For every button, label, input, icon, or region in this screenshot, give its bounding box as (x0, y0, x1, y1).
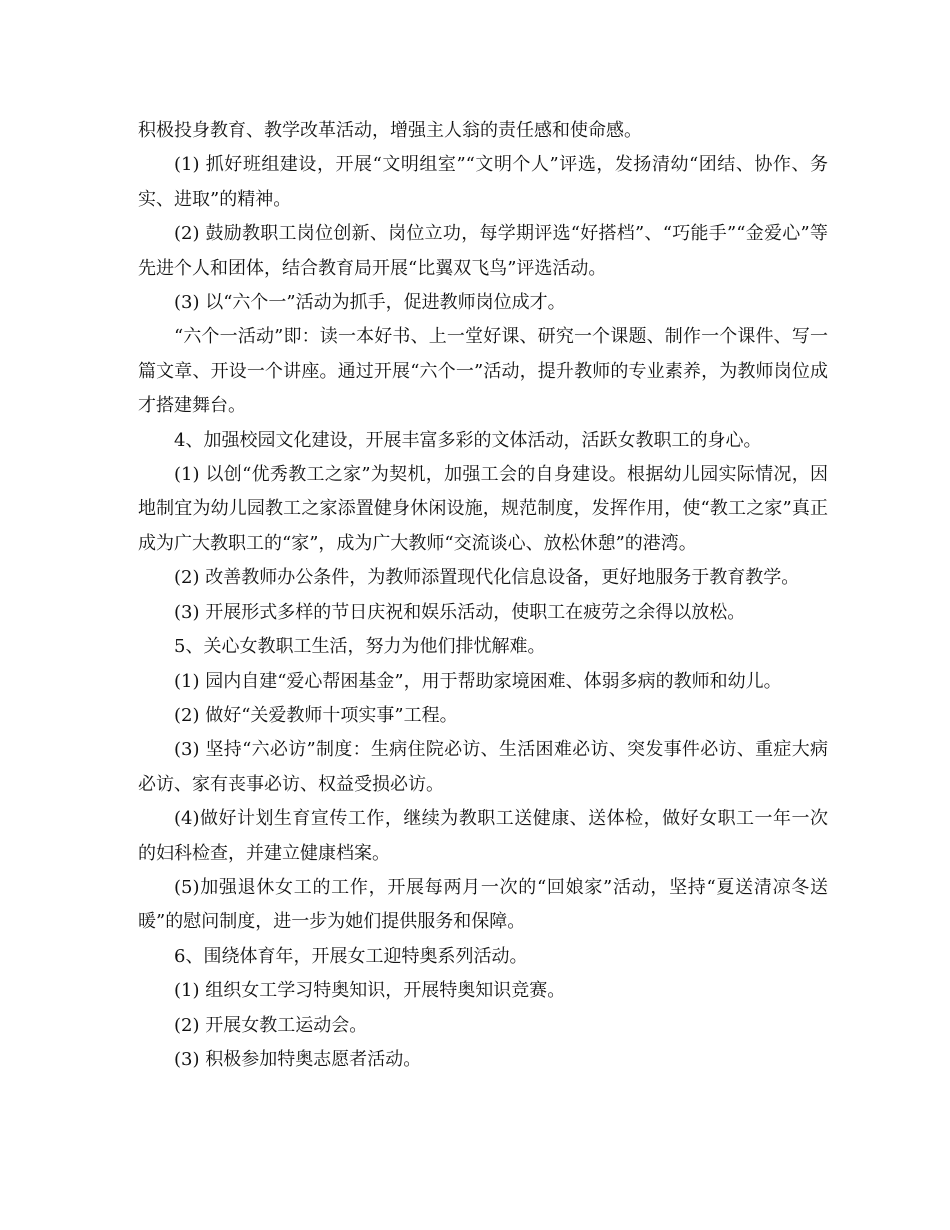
paragraph: (1) 园内自建“爱心帮困基金”，用于帮助家境困难、体弱多病的教师和幼儿。 (174, 670, 782, 692)
paragraph: 积极投身教育、教学改革活动，增强主人翁的责任感和使命感。 (138, 120, 642, 141)
section-heading: 5、关心女教职工生活，努力为他们排忧解难。 (174, 636, 546, 658)
paragraph: (4)做好计划生育宣传工作，继续为教职工送健康、送体检，做好女职工一年一次的妇科检查，并建立健康档案。 (138, 808, 828, 864)
paragraph: (3) 以“六个一”活动为抓手，促进教师岗位成才。 (174, 292, 566, 314)
paragraph: (2) 鼓励教职工岗位创新、岗位立功，每学期评选“好搭档”、“巧能手”“金爱心”等先进个人和团体，结合教育局开展“比翼双飞鸟”评选活动。 (138, 223, 828, 279)
paragraph: (1) 组织女工学习特奥知识，开展特奥知识竞赛。 (174, 980, 566, 1002)
section-heading: 6、围绕体育年，开展女工迎特奥系列活动。 (174, 945, 528, 967)
paragraph: (5)加强退休女工的工作，开展每两月一次的“回娘家”活动，坚持“夏送清凉冬送暖”的慰问制度，进一步为她们提供服务和保障。 (138, 876, 828, 933)
document-body (138, 114, 828, 1077)
paragraph: (3) 坚持“六必访”制度：生病住院必访、生活困难必访、突发事件必访、重症大病必访、家有丧事必访、权益受损必访。 (138, 739, 828, 795)
paragraph: (1) 以创“优秀教工之家”为契机，加强工会的自身建设。根据幼儿园实际情况，因地制宜为幼儿园教工之家添置健身休闲设施，规范制度，发挥作用，使“教工之家”真正成为广大教职工的“家”，成为广大教师“交流谈心、放松休憩”的港湾。 (138, 464, 828, 554)
paragraph: (2) 改善教师办公条件，为教师添置现代化信息设备，更好地服务于教育教学。 (174, 567, 800, 589)
paragraph: (3) 开展形式多样的节日庆祝和娱乐活动，使职工在疲劳之余得以放松。 (174, 601, 746, 623)
paragraph: (3) 积极参加特奥志愿者活动。 (174, 1048, 422, 1070)
paragraph: (1) 抓好班组建设，开展“文明组室”“文明个人”评选，发扬清幼“团结、协作、务实、进取”的精神。 (138, 154, 828, 210)
paragraph: (2) 开展女教工运动会。 (174, 1014, 368, 1036)
paragraph: “六个一活动”即：读一本好书、上一堂好课、研究一个课题、制作一个课件、写一篇文章、开设一个讲座。通过开展“六个一”活动，提升教师的专业素养，为教师岗位成才搭建舞台。 (138, 326, 828, 417)
paragraph: (2) 做好“关爱教师十项实事”工程。 (174, 704, 458, 726)
section-heading: 4、加强校园文化建设，开展丰富多彩的文体活动，活跃女教职工的身心。 (174, 429, 762, 451)
